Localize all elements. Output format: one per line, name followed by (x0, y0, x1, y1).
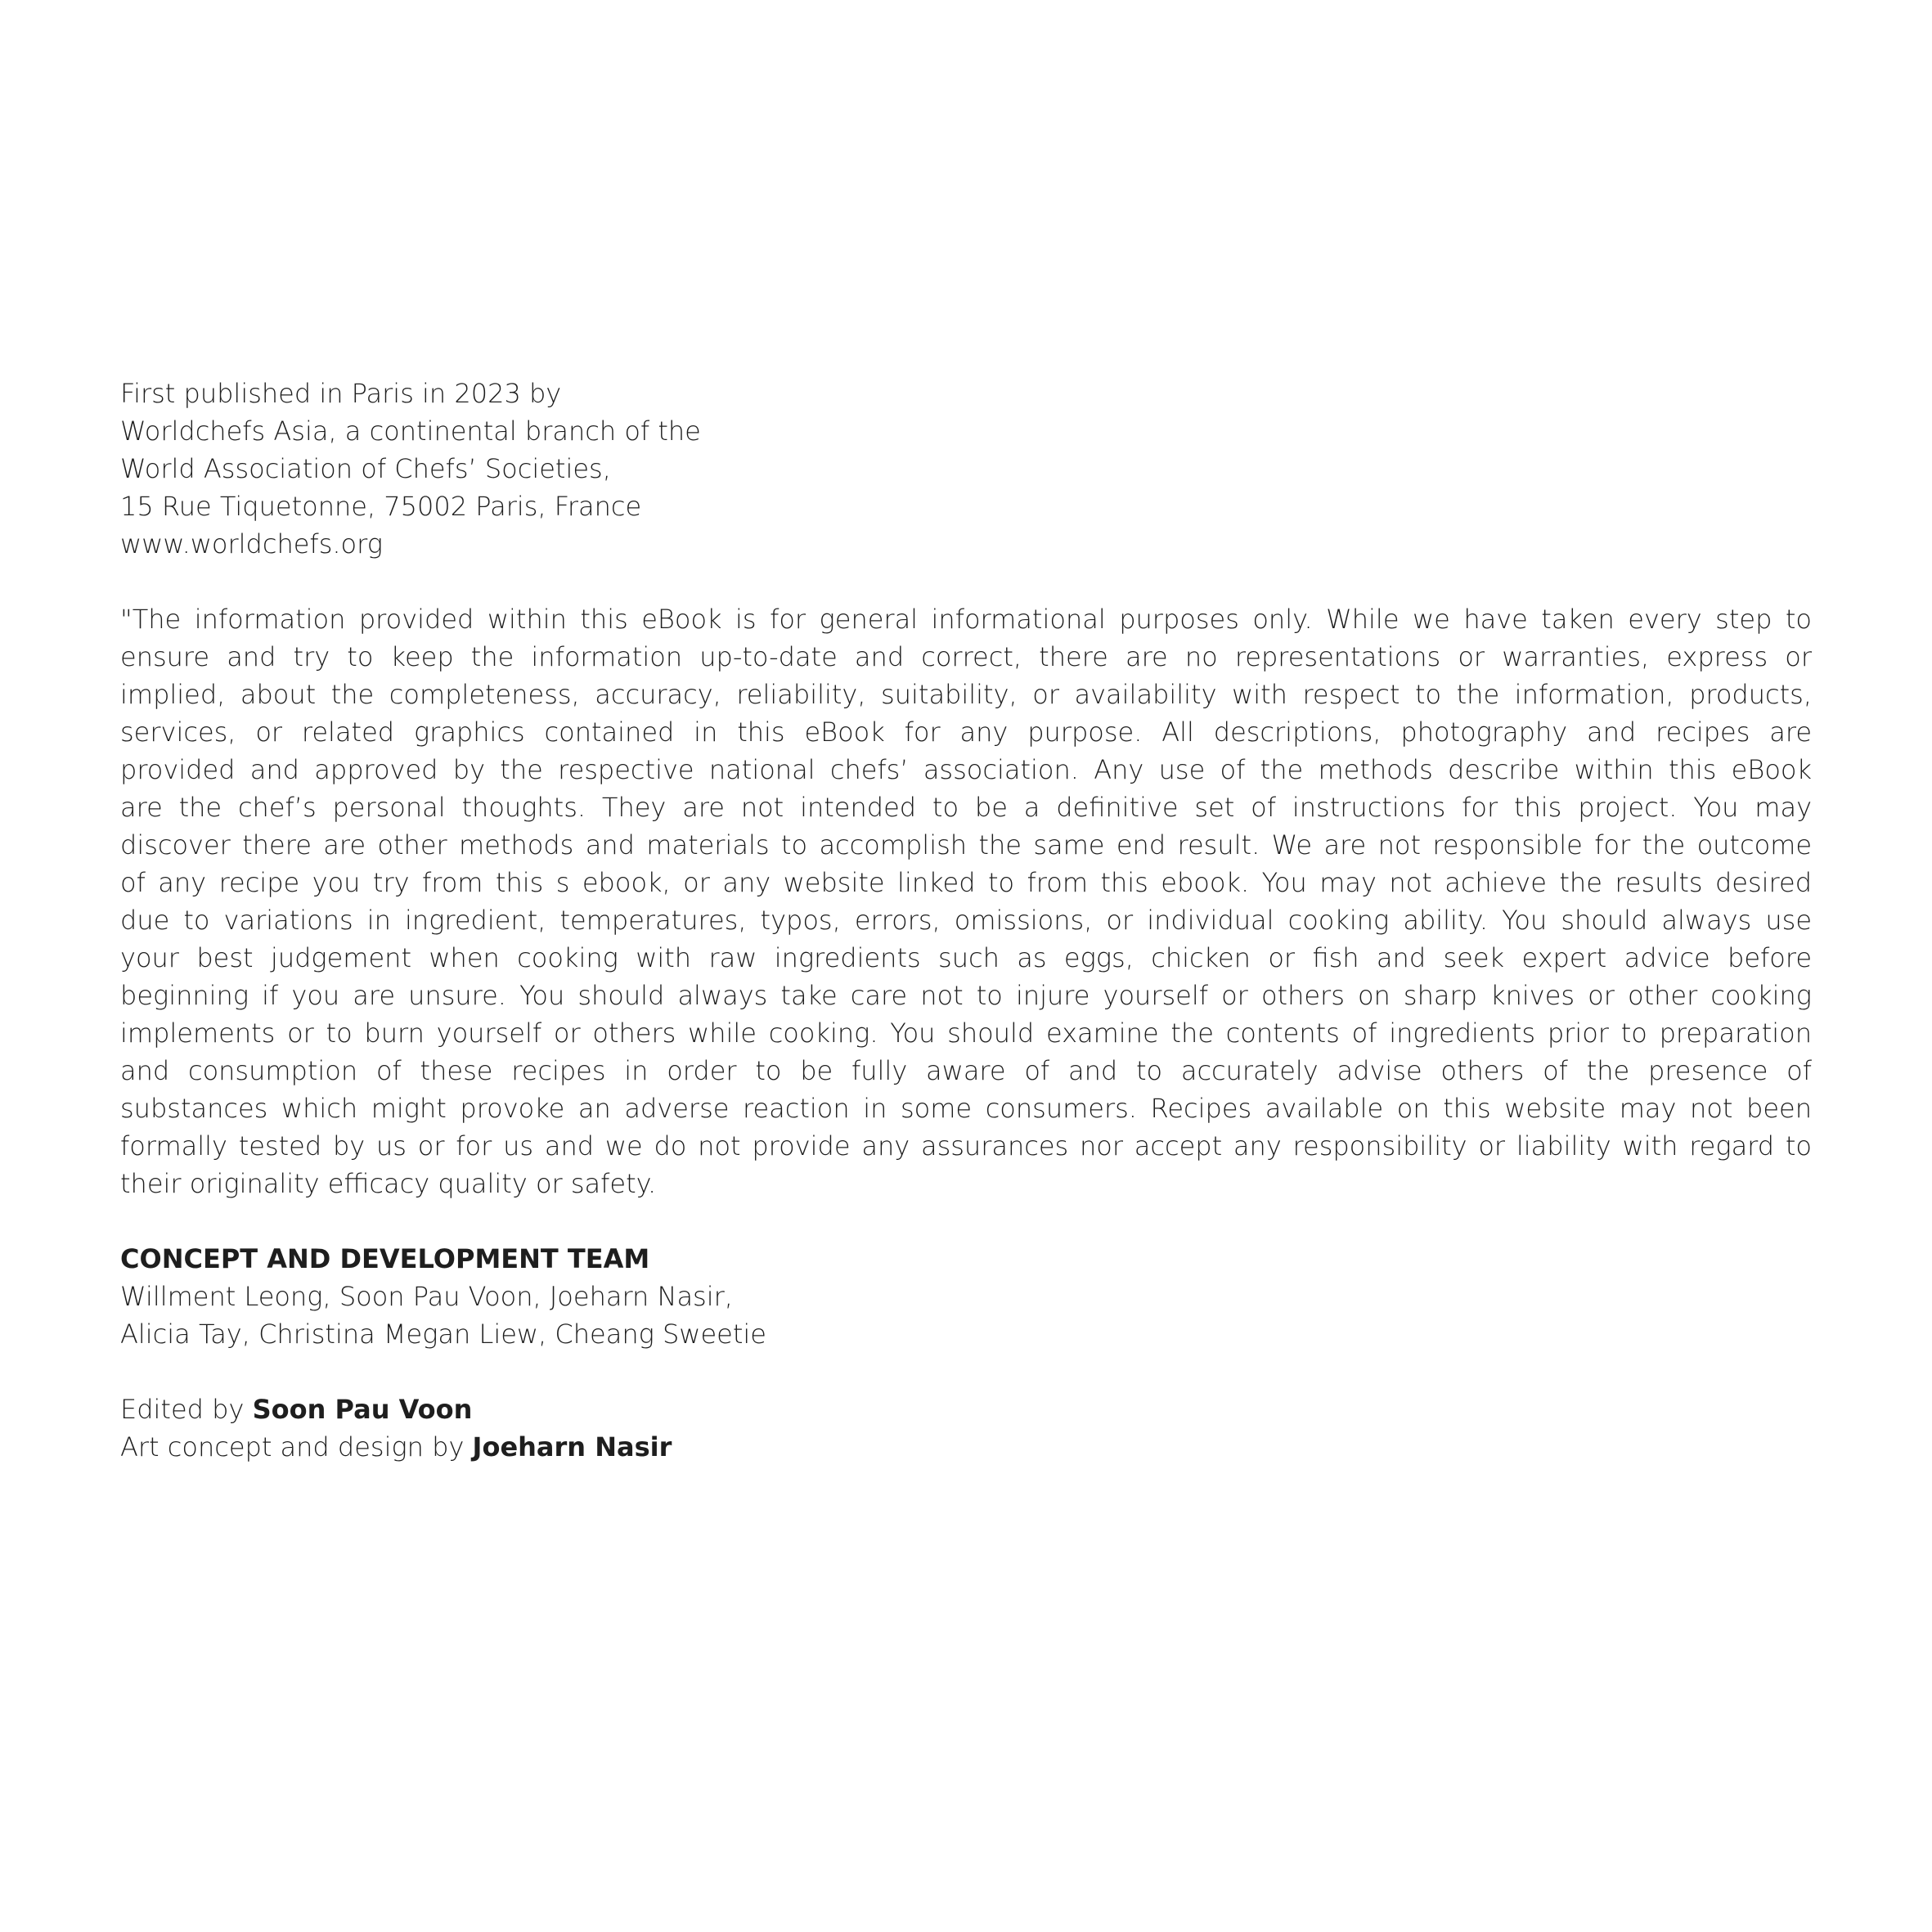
spacer (120, 1353, 1812, 1391)
team-members-line: Willment Leong, Soon Pau Voon, Joeharn Nasir, (120, 1281, 733, 1312)
publisher-website: www.worldchefs.org (120, 528, 383, 559)
disclaimer-line: implied, about the completeness, accuracy, reliability, suitability, or availability with respect to the information, products, (120, 679, 1812, 710)
spacer (120, 563, 1812, 600)
disclaimer-line: substances which might provoke an adverse reaction in some consumers. Recipes available on this website may not been (120, 1093, 1812, 1124)
disclaimer-line: are the chef’s personal thoughts. They are not intended to be a definitive set of instructions for this project. You may (120, 792, 1812, 823)
credits-section (120, 1391, 1812, 1466)
disclaimer-line: provided and approved by the respective national chefs’ association. Any use of the methods describe within this eBook (120, 754, 1812, 785)
disclaimer-line: due to variations in ingredient, temperatures, typos, errors, omissions, or individual cooking ability. You should always use (120, 905, 1812, 936)
publisher-line: Worldchefs Asia, a continental branch of the (120, 416, 701, 447)
publisher-block (120, 375, 1812, 563)
disclaimer-line: implements or to burn yourself or others while cooking. You should examine the contents of ingredients prior to preparation (120, 1018, 1812, 1049)
disclaimer-line: your best judgement when cooking with raw ingredients such as eggs, chicken or fish and seek expert advice before (120, 942, 1812, 973)
disclaimer-line: beginning if you are unsure. You should always take care not to injure yourself or others on sharp knives or other cooking (120, 980, 1812, 1011)
team-members-line: Alicia Tay, Christina Megan Liew, Cheang Sweetie (120, 1319, 766, 1350)
design-label: Art concept and design by (120, 1431, 473, 1462)
designer-name: Joeharn Nasir (472, 1431, 672, 1462)
spacer (120, 1202, 1812, 1240)
disclaimer-line: discover there are other methods and materials to accomplish the same end result. We are not responsible for the outcome (120, 829, 1812, 860)
disclaimer-last-line: their originality efficacy quality or safety. (120, 1168, 657, 1199)
team-section (120, 1240, 1812, 1353)
disclaimer-line: services, or related graphics contained in this eBook for any purpose. All descriptions, photography and recipes are (120, 717, 1812, 748)
edited-by-label: Edited by (120, 1394, 253, 1425)
publisher-address: 15 Rue Tiquetonne, 75002 Paris, France (120, 491, 642, 522)
disclaimer-line: formally tested by us or for us and we do not provide any assurances nor accept any responsibility or liability with regard to (120, 1130, 1812, 1161)
publisher-line: World Association of Chefs’ Societies, (120, 453, 611, 484)
disclaimer-line: and consumption of these recipes in order to be fully aware of and to accurately advise others of the presence of (120, 1055, 1812, 1086)
publisher-line: First published in Paris in 2023 by (120, 378, 562, 409)
editor-name: Soon Pau Voon (252, 1394, 473, 1425)
disclaimer-paragraph (120, 600, 1812, 1202)
team-heading: CONCEPT AND DEVELOPMENT TEAM (120, 1243, 650, 1274)
design-credit (120, 1428, 1812, 1466)
edited-by-credit (120, 1391, 1812, 1428)
disclaimer-line: "The information provided within this eBook is for general informational purposes only. While we have taken every step to (120, 604, 1812, 635)
disclaimer-line: of any recipe you try from this s ebook, or any website linked to from this ebook. You may not achieve the results desired (120, 867, 1812, 898)
colophon-page (120, 375, 1812, 1466)
disclaimer-line: ensure and try to keep the information up-to-date and correct, there are no representations or warranties, express or (120, 641, 1812, 672)
